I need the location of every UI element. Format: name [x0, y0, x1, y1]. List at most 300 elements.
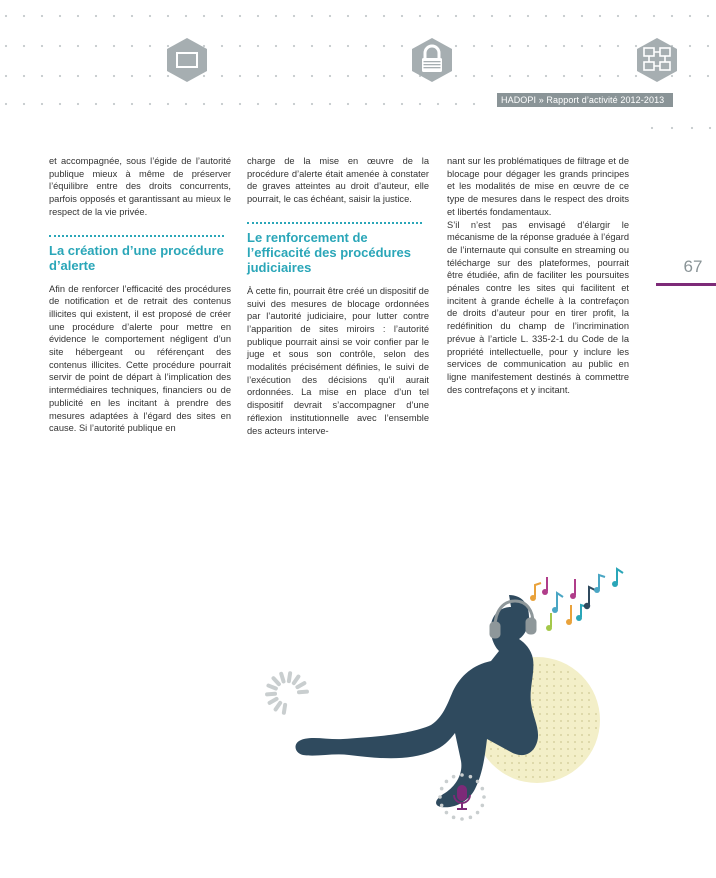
- page-number-rule: [656, 283, 716, 286]
- column-1-intro: et accompagnée, sous l’égide de l’autorité publique mieux à même de préserver l’équilibre entre des droits concurrents, parfois opposés et garantissant au mieux le respect de la vie privée.: [49, 156, 231, 217]
- decor-dot: [221, 103, 223, 105]
- decor-dot: [563, 15, 565, 17]
- decor-dot: [437, 15, 439, 17]
- decor-dot: [671, 127, 673, 129]
- decor-dot: [365, 45, 367, 47]
- decor-dot: [257, 75, 259, 77]
- decor-dot: [588, 734, 590, 736]
- decor-dot: [539, 734, 541, 736]
- decor-dot: [509, 45, 511, 47]
- decor-dot: [574, 762, 576, 764]
- decor-dot: [546, 678, 548, 680]
- decor-dot: [275, 15, 277, 17]
- decor-dot: [588, 706, 590, 708]
- decor-dot: [131, 75, 133, 77]
- decor-dot: [560, 769, 562, 771]
- decor-dot: [185, 15, 187, 17]
- decor-dot: [239, 15, 241, 17]
- decor-dot: [546, 748, 548, 750]
- decor-dot: [23, 45, 25, 47]
- decor-dot: [525, 776, 527, 778]
- decor-dot: [167, 103, 169, 105]
- decor-dot: [476, 780, 480, 784]
- decor-dot: [497, 755, 499, 757]
- decor-dot: [599, 45, 601, 47]
- decor-dot: [567, 762, 569, 764]
- decor-dot: [203, 103, 205, 105]
- decor-dot: [401, 75, 403, 77]
- decor-dot: [546, 727, 548, 729]
- decor-dot: [347, 15, 349, 17]
- decor-dot: [509, 75, 511, 77]
- decor-dot: [689, 45, 691, 47]
- decor-dot: [527, 15, 529, 17]
- decor-dot: [539, 755, 541, 757]
- decor-dot: [553, 685, 555, 687]
- page-number: 67: [683, 257, 703, 276]
- decor-dot: [563, 75, 565, 77]
- decor-dot: [149, 75, 151, 77]
- decor-dot: [23, 15, 25, 17]
- decor-dot: [560, 678, 562, 680]
- decor-dot: [481, 804, 485, 808]
- column-1: [49, 155, 231, 435]
- decor-dot: [567, 699, 569, 701]
- decor-dot: [539, 678, 541, 680]
- decor-dot: [539, 685, 541, 687]
- decor-dot: [293, 103, 295, 105]
- decor-dot: [546, 776, 548, 778]
- decor-dot: [581, 692, 583, 694]
- decor-dot: [581, 741, 583, 743]
- decor-dot: [539, 699, 541, 701]
- decor-dot: [567, 706, 569, 708]
- decor-dot: [617, 45, 619, 47]
- decor-dot: [546, 713, 548, 715]
- spinner-bar: [279, 671, 286, 684]
- decor-dot: [581, 713, 583, 715]
- decor-dot: [525, 755, 527, 757]
- decor-dot: [95, 45, 97, 47]
- decor-dot: [553, 706, 555, 708]
- decor-dot: [532, 685, 534, 687]
- decor-dot: [581, 755, 583, 757]
- spinner-bar: [282, 703, 288, 715]
- decor-dot: [383, 45, 385, 47]
- decor-dot: [588, 727, 590, 729]
- decor-dot: [445, 811, 449, 815]
- decor-dot: [311, 103, 313, 105]
- decor-dot: [560, 748, 562, 750]
- decor-dot: [419, 103, 421, 105]
- column-2-body: À cette fin, pourrait être créé un dispositif de suivi des mesures de blocage ordonnées par l’autorité judiciaire, pour lutter contre l’apparition de sites miroirs : l’autorité publique pourrait ainsi se voir confier par le juge et sous son contrôle, selon des modalités précisément définies, le suivi de l’exécution des décisions qu’il aurait ordonnées. La mise en place d’un tel dispositif devrait s’accompagner d’une réflexion institutionnelle avec l’ensemble des acteurs interve-: [247, 285, 429, 436]
- decor-dot: [23, 103, 25, 105]
- decor-dot: [707, 75, 709, 77]
- decor-dot: [473, 15, 475, 17]
- decor-dot: [567, 671, 569, 673]
- decor-dot: [545, 45, 547, 47]
- decor-dot: [651, 127, 653, 129]
- decor-dot: [440, 804, 444, 808]
- decor-dot: [567, 727, 569, 729]
- decor-dot: [95, 103, 97, 105]
- decor-dot: [95, 75, 97, 77]
- decor-dot: [518, 776, 520, 778]
- decor-dot: [149, 15, 151, 17]
- decor-dot: [574, 706, 576, 708]
- column-2-intro: charge de la mise en œuvre de la procédure d’alerte était amenée à constater de graves atteintes au droit d’auteur, elle pourrait, le cas échéant, saisir la justice.: [247, 156, 429, 205]
- decor-dot: [560, 685, 562, 687]
- decor-dot: [567, 741, 569, 743]
- decor-dot: [469, 816, 473, 820]
- decor-dot: [509, 15, 511, 17]
- decor-dot: [689, 15, 691, 17]
- decor-dot: [574, 755, 576, 757]
- decor-dot: [709, 127, 711, 129]
- decor-dot: [203, 15, 205, 17]
- spinner-bar: [287, 671, 293, 683]
- decor-dot: [221, 45, 223, 47]
- decor-dot: [574, 741, 576, 743]
- decor-dot: [617, 75, 619, 77]
- film-icon: [163, 36, 211, 84]
- spinner-bar: [265, 692, 277, 697]
- decor-dot: [553, 699, 555, 701]
- decor-dot: [41, 15, 43, 17]
- decor-dot: [553, 713, 555, 715]
- decor-dot: [482, 795, 486, 799]
- decor-dot: [239, 45, 241, 47]
- decor-dot: [539, 776, 541, 778]
- decor-dot: [383, 75, 385, 77]
- dot-rows: [5, 15, 711, 140]
- decor-dot: [473, 45, 475, 47]
- decor-dot: [401, 15, 403, 17]
- decor-dot: [497, 762, 499, 764]
- decor-dot: [518, 755, 520, 757]
- decor-dot: [574, 678, 576, 680]
- decor-dot: [574, 734, 576, 736]
- decor-dot: [653, 15, 655, 17]
- decor-dot: [511, 769, 513, 771]
- decor-dot: [553, 755, 555, 757]
- decor-dot: [329, 45, 331, 47]
- decor-dot: [239, 103, 241, 105]
- decor-dot: [574, 727, 576, 729]
- decor-dot: [707, 15, 709, 17]
- decor-dot: [460, 817, 464, 821]
- decor-dot: [311, 15, 313, 17]
- decor-dot: [383, 103, 385, 105]
- decor-dot: [59, 15, 61, 17]
- decor-dot: [546, 720, 548, 722]
- decor-dot: [560, 762, 562, 764]
- decor-dot: [532, 769, 534, 771]
- decor-dot: [539, 769, 541, 771]
- running-header: HADOPI » Rapport d’activité 2012-2013: [497, 93, 673, 107]
- decor-dot: [491, 15, 493, 17]
- decor-dot: [560, 706, 562, 708]
- decor-dot: [599, 15, 601, 17]
- decor-dot: [539, 741, 541, 743]
- section-divider: [247, 222, 422, 224]
- decor-dot: [560, 699, 562, 701]
- decor-dot: [545, 75, 547, 77]
- decor-dot: [77, 15, 79, 17]
- decor-dot: [365, 75, 367, 77]
- decor-dot: [581, 734, 583, 736]
- decor-dot: [365, 15, 367, 17]
- decor-dot: [77, 103, 79, 105]
- decor-dot: [553, 734, 555, 736]
- decor-dot: [560, 692, 562, 694]
- decor-dot: [560, 755, 562, 757]
- decor-dot: [546, 762, 548, 764]
- decor-dot: [553, 664, 555, 666]
- decor-dot: [539, 727, 541, 729]
- decor-dot: [440, 787, 444, 791]
- network-computers-icon: [633, 36, 681, 84]
- decor-dot: [574, 692, 576, 694]
- decor-dot: [560, 671, 562, 673]
- decor-dot: [401, 103, 403, 105]
- column-3-paragraph-2: S’il n’est pas envisagé d’élargir le mécanisme de la réponse graduée à l’égard de l’internaute qui consulte en streaming ou télécharge sur des plateformes, pourrait être étudiée, afin de faciliter les poursuites pénales contre les sites qui facilitent et incitent à grande échelle à la contrefaçon de droits d’auteur pour en tirer profit, la redéfinition du champ de l’incrimination prévue à l’article L. 335-2-1 du Code de la propriété intellectuelle, pour y inclure les services de communication au public en ligne manifestement destinés à commettre des contrefaçons et y incitant.: [447, 219, 629, 395]
- decor-dot: [452, 775, 456, 779]
- decor-dot: [311, 45, 313, 47]
- decor-dot: [635, 15, 637, 17]
- decor-dot: [581, 748, 583, 750]
- decor-dot: [545, 15, 547, 17]
- decor-dot: [221, 75, 223, 77]
- decor-dot: [131, 103, 133, 105]
- decor-dot: [546, 699, 548, 701]
- decor-dot: [581, 685, 583, 687]
- decor-dot: [525, 762, 527, 764]
- decor-dot: [113, 75, 115, 77]
- decor-dot: [329, 15, 331, 17]
- decor-dot: [581, 720, 583, 722]
- column-3: [447, 155, 629, 396]
- decor-dot: [185, 103, 187, 105]
- decor-dot: [504, 755, 506, 757]
- decor-dot: [574, 699, 576, 701]
- decor-dot: [560, 713, 562, 715]
- decor-dot: [581, 727, 583, 729]
- music-notes-icon: [530, 569, 623, 631]
- decor-dot: [383, 15, 385, 17]
- decor-dot: [532, 692, 534, 694]
- decor-dot: [527, 75, 529, 77]
- decor-dot: [553, 720, 555, 722]
- decor-dot: [490, 755, 492, 757]
- decor-dot: [707, 45, 709, 47]
- decor-dot: [131, 45, 133, 47]
- decor-dot: [539, 671, 541, 673]
- decor-dot: [567, 678, 569, 680]
- decor-dot: [275, 45, 277, 47]
- decor-dot: [452, 816, 456, 820]
- decor-dot: [473, 75, 475, 77]
- decor-dot: [257, 45, 259, 47]
- decor-dot: [546, 692, 548, 694]
- decor-dot: [588, 699, 590, 701]
- decor-dot: [581, 706, 583, 708]
- decor-dot: [588, 692, 590, 694]
- decor-dot: [5, 45, 7, 47]
- section-title-procedures-judiciaires: Le renforcement de l’efficacité des procédures judiciaires: [247, 229, 412, 275]
- decor-dot: [504, 762, 506, 764]
- section-divider: [49, 235, 224, 237]
- decor-dot: [546, 706, 548, 708]
- decor-dot: [691, 127, 693, 129]
- section-title-alerte: La création d’une procédure d’alerte: [49, 242, 224, 273]
- column-1-body: Afin de renforcer l’efficacité des procédures de notification et de retrait des contenus illicites qui existent, il est proposé de créer une procédure d’alerte pour mettre en évidence le comportement négligent d’un site hébergeant ou référençant des contenus illicites. Cette procédure pourrait servir de point de départ à l’implication des intermédiaires techniques, financiers ou de publicité en les incitant à prendre des mesures adaptées à l’égard des sites en cause. Si l’autorité publique en: [49, 283, 231, 434]
- decor-dot: [546, 734, 548, 736]
- decor-dot: [347, 75, 349, 77]
- decor-dot: [532, 755, 534, 757]
- decor-dot: [581, 699, 583, 701]
- decor-dot: [532, 776, 534, 778]
- decor-dot: [581, 15, 583, 17]
- decor-dot: [23, 75, 25, 77]
- decor-dot: [455, 103, 457, 105]
- decor-dot: [546, 755, 548, 757]
- decor-dot: [567, 685, 569, 687]
- decor-dot: [567, 734, 569, 736]
- decor-dot: [595, 720, 597, 722]
- decor-dot: [581, 45, 583, 47]
- decor-dot: [588, 713, 590, 715]
- decor-dot: [567, 720, 569, 722]
- decor-dot: [491, 45, 493, 47]
- decor-dot: [553, 776, 555, 778]
- decor-dot: [293, 75, 295, 77]
- decor-dot: [599, 75, 601, 77]
- decor-dot: [41, 103, 43, 105]
- decor-dot: [553, 748, 555, 750]
- decor-dot: [553, 692, 555, 694]
- decor-dot: [497, 748, 499, 750]
- decor-dot: [689, 75, 691, 77]
- decor-dot: [518, 769, 520, 771]
- decor-dot: [532, 699, 534, 701]
- decor-dot: [77, 45, 79, 47]
- decor-dot: [257, 15, 259, 17]
- decor-dot: [539, 692, 541, 694]
- decor-dot: [553, 727, 555, 729]
- decor-dot: [546, 664, 548, 666]
- illustration-woman-listening-music: [255, 565, 635, 835]
- decor-dot: [275, 103, 277, 105]
- decor-dot: [257, 103, 259, 105]
- decor-dot: [460, 773, 464, 777]
- decor-dot: [574, 720, 576, 722]
- decor-dot: [95, 15, 97, 17]
- decor-dot: [419, 15, 421, 17]
- decor-dot: [560, 720, 562, 722]
- decor-dot: [539, 720, 541, 722]
- decor-dot: [539, 706, 541, 708]
- decor-dot: [239, 75, 241, 77]
- decor-dot: [553, 762, 555, 764]
- loading-spinner-icon: [265, 671, 309, 715]
- decor-dot: [527, 45, 529, 47]
- decor-dot: [560, 734, 562, 736]
- decor-dot: [167, 15, 169, 17]
- decor-dot: [131, 15, 133, 17]
- decor-dot: [525, 769, 527, 771]
- decor-dot: [5, 15, 7, 17]
- decor-dot: [113, 15, 115, 17]
- decor-dot: [588, 748, 590, 750]
- decor-dot: [671, 15, 673, 17]
- column-3-paragraph-1: nant sur les problématiques de filtrage et de blocage pour dégager les grands principes et les modalités de mise en œuvre de ce type de mesures dans le respect des droits et libertés fondamentaux.: [447, 156, 629, 217]
- decor-dot: [546, 685, 548, 687]
- decor-dot: [77, 75, 79, 77]
- woman-with-headphones-silhouette: [296, 595, 539, 807]
- decor-dot: [553, 769, 555, 771]
- decor-dot: [275, 75, 277, 77]
- decor-dot: [113, 45, 115, 47]
- decor-dot: [5, 75, 7, 77]
- decor-dot: [560, 727, 562, 729]
- decor-dot: [553, 671, 555, 673]
- decor-dot: [546, 741, 548, 743]
- decor-dot: [567, 748, 569, 750]
- decor-dot: [574, 748, 576, 750]
- lock-icon: [408, 36, 456, 84]
- decor-dot: [595, 713, 597, 715]
- decor-dot: [595, 727, 597, 729]
- decor-dot: [445, 780, 449, 784]
- decor-dot: [293, 45, 295, 47]
- decor-dot: [113, 103, 115, 105]
- spinner-bar: [297, 690, 309, 695]
- decor-dot: [532, 706, 534, 708]
- decor-dot: [59, 103, 61, 105]
- decor-dot: [567, 692, 569, 694]
- decor-dot: [59, 45, 61, 47]
- decor-dot: [539, 664, 541, 666]
- decor-dot: [329, 103, 331, 105]
- decor-dot: [563, 45, 565, 47]
- decor-dot: [511, 762, 513, 764]
- decor-dot: [567, 769, 569, 771]
- decor-dot: [59, 75, 61, 77]
- decor-dot: [329, 75, 331, 77]
- decor-dot: [574, 685, 576, 687]
- decor-dot: [473, 103, 475, 105]
- decor-dot: [401, 45, 403, 47]
- decor-dot: [455, 15, 457, 17]
- decor-dot: [553, 741, 555, 743]
- decor-dot: [539, 748, 541, 750]
- decor-dot: [311, 75, 313, 77]
- decor-dot: [221, 15, 223, 17]
- decor-dot: [553, 678, 555, 680]
- decor-dot: [532, 762, 534, 764]
- decor-dot: [546, 769, 548, 771]
- decor-dot: [588, 741, 590, 743]
- decor-dot: [518, 762, 520, 764]
- decor-dot: [476, 811, 480, 815]
- decor-dot: [539, 713, 541, 715]
- decor-dot: [5, 103, 7, 105]
- decor-dot: [41, 75, 43, 77]
- decor-dot: [293, 15, 295, 17]
- decor-dot: [469, 775, 473, 779]
- decor-dot: [438, 795, 442, 799]
